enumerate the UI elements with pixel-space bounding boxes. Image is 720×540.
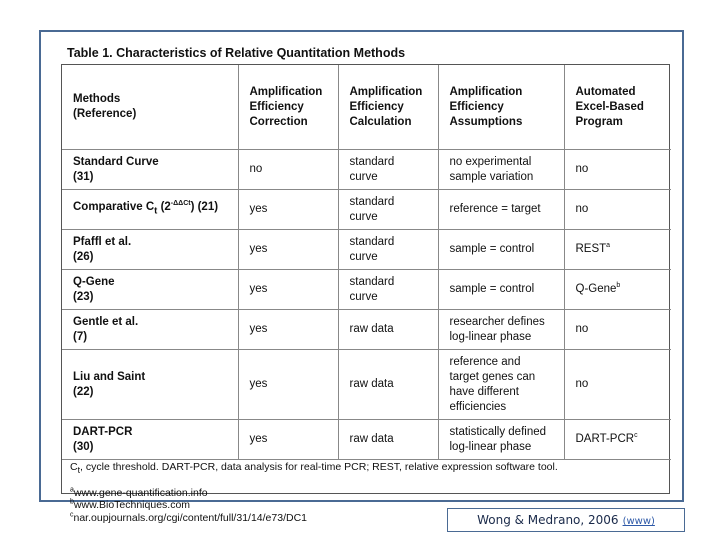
table-row [62,310,671,350]
program-cell [564,230,671,270]
header-correction: Amplification Efficiency Correction [238,65,338,150]
assumptions-cell: sample = control [438,230,564,270]
assumptions-cell: no experimental sample variation [438,150,564,190]
assumptions-cell: statistically defined log-linear phase [438,420,564,460]
footnote-text: www.gene-quantification.info [73,486,208,499]
method-mid: (2 [157,201,171,214]
program-name: Q-Gene [575,283,617,295]
table-row [62,150,671,190]
footnote-mark: b [70,498,74,506]
citation-text: Wong & Medrano, 2006 [477,513,619,527]
header-calculation: Amplification Efficiency Calculation [338,65,438,150]
ct-subscript: t [77,465,81,476]
assumptions-cell: sample = control [438,270,564,310]
correction-cell: yes [238,230,338,270]
program-cell [564,270,671,310]
program-cell: no [564,150,671,190]
www-link[interactable]: (www) [622,516,655,527]
assumptions-cell: researcher defines log-linear phase [438,310,564,350]
calculation-cell: raw data [338,350,438,420]
correction-cell: no [238,150,338,190]
table-row [62,350,671,420]
abbreviation-note [70,461,558,477]
table-row [62,270,671,310]
program-cell: no [564,310,671,350]
method-prefix: Comparative C [73,201,155,214]
calculation-cell: raw data [338,420,438,460]
table-row [62,230,671,270]
method-suffix: ) (21) [190,201,219,214]
methods-table [62,65,671,460]
header-program: Automated Excel-Based Program [564,65,671,150]
footnote-text: www.BioTechniques.com [73,499,191,512]
footnote-text: nar.oupjournals.org/cgi/content/full/31/14/e73/DC1 [73,511,307,524]
program-name: REST [575,243,607,255]
footnote [70,487,558,500]
header-methods: Methods (Reference) [62,65,238,150]
calculation-cell: standard curve [338,150,438,190]
header-assumptions: Amplification Efficiency Assumptions [438,65,564,150]
calculation-cell: standard curve [338,190,438,230]
assumptions-cell: reference and target genes can have different efficiencies [438,350,564,420]
correction-cell: yes [238,270,338,310]
table-row [62,420,671,460]
program-cell: no [564,190,671,230]
method-cell: DART-PCR (30) [62,420,238,460]
citation-caption [447,508,685,532]
method-cell: Pfaffl et al. (26) [62,230,238,270]
footnote-mark: a [606,242,611,250]
footnote-mark: a [70,486,74,494]
footnote-mark: c [70,511,74,519]
method-subscript: t [154,205,158,217]
correction-cell: yes [238,190,338,230]
calculation-cell: standard curve [338,230,438,270]
method-cell [62,190,238,230]
program-cell: no [564,350,671,420]
calculation-cell: raw data [338,310,438,350]
correction-cell: yes [238,420,338,460]
method-cell: Gentle et al. (7) [62,310,238,350]
definitions-text: , cycle threshold. DART-PCR, data analysis for real-time PCR; REST, relative expression software tool. [80,461,558,473]
table-title: Table 1. Characteristics of Relative Quantitation Methods [67,46,406,60]
method-cell: Liu and Saint (22) [62,350,238,420]
method-cell: Standard Curve (31) [62,150,238,190]
table-row [62,190,671,230]
program-name: DART-PCR [575,433,635,445]
footnote-mark: c [634,432,638,440]
assumptions-cell: reference = target [438,190,564,230]
calculation-cell: standard curve [338,270,438,310]
method-superscript: -ΔΔCt [170,200,191,208]
method-cell: Q-Gene (23) [62,270,238,310]
ct-symbol: C [70,461,78,473]
correction-cell: yes [238,310,338,350]
footnote-mark: b [616,282,621,290]
program-cell [564,420,671,460]
correction-cell: yes [238,350,338,420]
table-header-row [62,65,671,150]
